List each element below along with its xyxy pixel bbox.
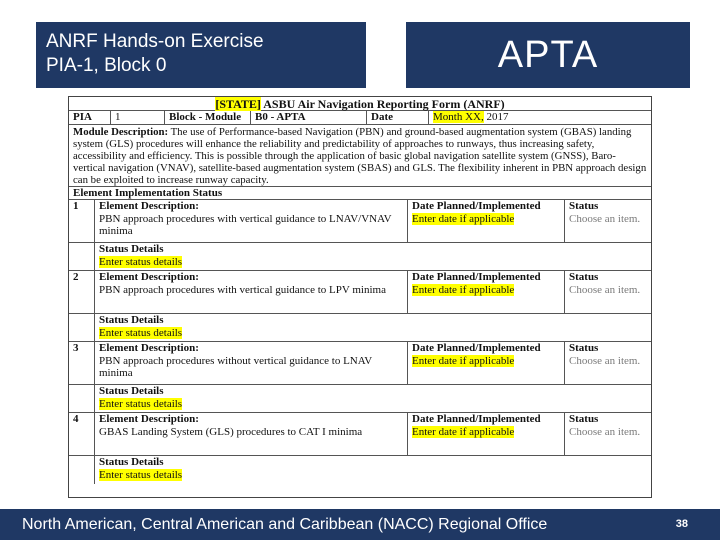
date-year: 2017 [483,111,509,123]
status-details-row [69,456,651,484]
slide-title-line1: ANRF Hands-on Exercise [46,31,264,52]
element-row [69,342,651,385]
module-description-label: Module Description: [73,126,169,138]
element-number: 3 [69,342,95,384]
pia-row [69,111,651,125]
status-dropdown[interactable]: Choose an item. [569,283,641,296]
status-label: Status [569,342,599,354]
module-name: APTA [497,33,599,76]
module-name-box [406,22,690,88]
date-value [429,111,651,124]
date-planned-label: Date Planned/Implemented [412,413,541,425]
status-details-row [69,385,651,413]
element-description-label: Element Description: [99,342,199,354]
date-planned-label: Date Planned/Implemented [412,271,541,283]
date-planned-label: Date Planned/Implemented [412,342,541,354]
status-details-row [69,314,651,342]
element-description-label: Element Description: [99,271,199,283]
status-label: Status [569,413,599,425]
slide-title-box [36,22,366,88]
module-description-text: The use of Performance-based Navigation (PBN) and ground-based augmentation system (GBAS) landing system (GLS) procedures will enhance the reliability and predictability of approaches to runways, thus increasing safety, accessibility and efficiency. This is possible through the application of basic global navigation satellite system (GNSS), Baro-vertical navigation (VNAV), satellite-based augmentation system (SBAS) and GLS. The flexibility inherent in PBN approach design can be exploited to increase runway capacity. [73,126,647,186]
block-label: Block - Module [165,111,251,124]
status-label: Status [569,271,599,283]
state-tag[interactable]: [STATE] [215,97,261,111]
footer-office-name: North American, Central American and Caribbean (NACC) Regional Office [22,515,548,533]
footer-bar [0,509,720,540]
status-details-field[interactable]: Enter status details [99,255,183,268]
anrf-form [68,96,652,498]
date-label: Date [367,111,429,124]
element-description: GBAS Landing System (GLS) procedures to CAT I minima [99,425,363,438]
date-field[interactable]: Enter date if applicable [412,283,515,296]
module-description [69,125,651,187]
status-label: Status [569,200,599,212]
element-number: 2 [69,271,95,313]
status-details-label: Status Details [99,314,164,326]
status-details-field[interactable]: Enter status details [99,397,183,410]
status-details-field[interactable]: Enter status details [99,468,183,481]
status-dropdown[interactable]: Choose an item. [569,354,641,367]
status-dropdown[interactable]: Choose an item. [569,212,641,225]
element-description: PBN approach procedures with vertical guidance to LNAV/VNAV minima [99,212,392,237]
pia-label: PIA [69,111,111,124]
element-description: PBN approach procedures with vertical guidance to LPV minima [99,283,386,296]
status-details-label: Status Details [99,456,164,468]
element-row [69,271,651,314]
slide-title-line2: PIA-1, Block 0 [46,55,167,76]
element-number: 4 [69,413,95,455]
status-details-label: Status Details [99,385,164,397]
element-description: PBN approach procedures without vertical guidance to LNAV minima [99,354,372,379]
status-details-row [69,243,651,271]
pia-value: 1 [111,111,165,124]
date-field[interactable]: Enter date if applicable [412,354,515,367]
status-details-label: Status Details [99,243,164,255]
status-dropdown[interactable]: Choose an item. [569,425,641,438]
element-description-label: Element Description: [99,200,199,212]
date-planned-label: Date Planned/Implemented [412,200,541,212]
element-row [69,413,651,456]
status-details-field[interactable]: Enter status details [99,326,183,339]
date-month[interactable]: Month XX, [433,111,484,123]
page-number: 38 [675,518,688,530]
element-row [69,200,651,243]
block-value: B0 - APTA [251,111,367,124]
form-title-text: ASBU Air Navigation Reporting Form (ANRF) [260,97,505,111]
element-number: 1 [69,200,95,242]
form-title [69,97,651,111]
element-description-label: Element Description: [99,413,199,425]
date-field[interactable]: Enter date if applicable [412,212,515,225]
implementation-status-heading: Element Implementation Status [69,187,651,200]
date-field[interactable]: Enter date if applicable [412,425,515,438]
